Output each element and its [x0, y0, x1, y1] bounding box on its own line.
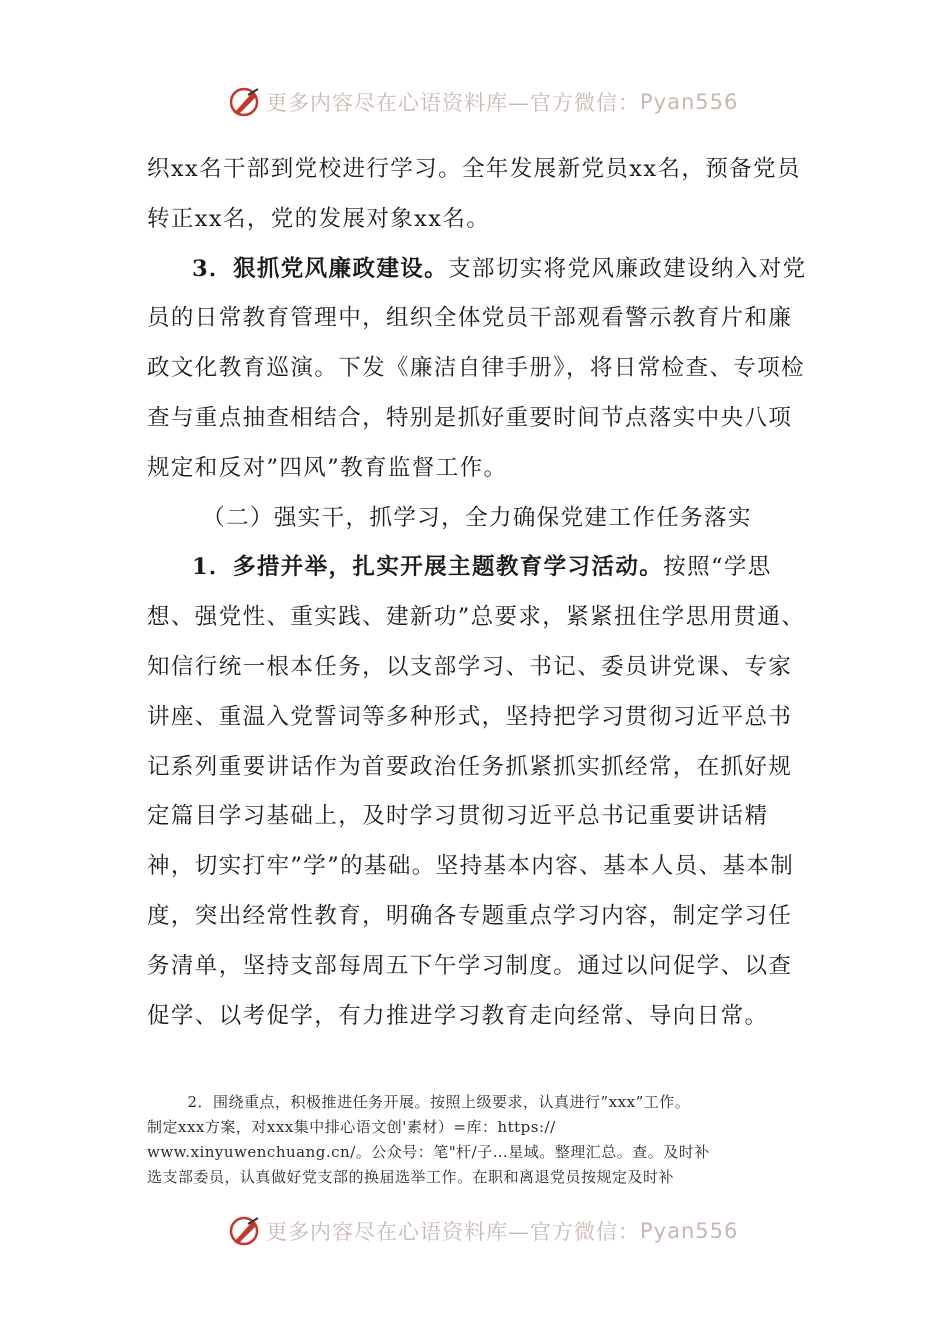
watermark-banner-bottom [228, 1211, 739, 1251]
document-body [147, 145, 807, 1041]
paragraph-lead: 1．多措并举，扎实开展主题教育学习活动。 [192, 554, 664, 581]
footnote-line: 2．围绕重点，积极推进任务开展。按照上级要求，认真进行”xxx”工作。 [187, 1093, 691, 1111]
pen-nib-circle-logo-icon [228, 1214, 262, 1248]
paragraph-continuation: 织xx名干部到党校进行学习。全年发展新党员xx名，预备党员转正xx名，党的发展对象xx名。 [147, 156, 801, 232]
footnote-line: www.xinyuwenchuang.cn/。公众号：笔"杆/子…星域。整理汇总。查。及时补 [147, 1143, 710, 1161]
paragraph-body: 按照“学思想、强党性、重实践、建新功”总要求，紧紧扭住学思用贯通、知信行统一根本任务，以支部学习、书记、委员讲党课、专家讲座、重温入党誓词等多种形式，坚持把学习贯彻习近平总书记系列重要讲话作为首要政治任务抓紧抓实抓经常，在抓好规定篇目学习基础上，及时学习贯彻习近平总书记重要讲话精神，切实打牢”学”的基础。坚持基本内容、基本人员、基本制度，突出经常性教育，明确各专题重点学习内容，制定学习任务清单，坚持支部每周五下午学习制度。通过以问促学、以查促学、以考促学，有力推进学习教育走向经常、导向日常。 [147, 554, 806, 1029]
watermark-text: 更多内容尽在心语资料库—官方微信： [266, 1220, 640, 1244]
watermark-banner-top [228, 82, 739, 122]
footnote-line: 选支部委员，认真做好党支部的换届选举工作。在职和离退党员按规定及时补 [147, 1168, 675, 1186]
section-heading: （二）强实干，抓学习，全力确保党建工作任务落实 [202, 504, 752, 531]
watermark-text: 更多内容尽在心语资料库—官方微信： [266, 91, 640, 115]
watermark-wechat-id: Pyan556 [640, 90, 739, 114]
paragraph-study [147, 543, 807, 1041]
footnote-line: 制定xxx方案，对xxx集中排心语文创'素材）=库：https:// [147, 1118, 556, 1136]
pen-nib-circle-logo-icon [228, 85, 262, 119]
footnote-block [147, 1090, 807, 1190]
paragraph-lead: 3．狠抓党风廉政建设。 [192, 255, 449, 282]
paragraph-integrity [147, 245, 807, 494]
paragraph-body: 支部切实将党风廉政建设纳入对党员的日常教育管理中，组织全体党员干部观看警示教育片和廉政文化教育巡演。下发《廉洁自律手册》，将日常检查、专项检查与重点抽查相结合，特别是抓好重要时间节点落实中央八项规定和反对”四风”教育监督工作。 [147, 255, 807, 481]
watermark-wechat-id: Pyan556 [640, 1219, 739, 1243]
